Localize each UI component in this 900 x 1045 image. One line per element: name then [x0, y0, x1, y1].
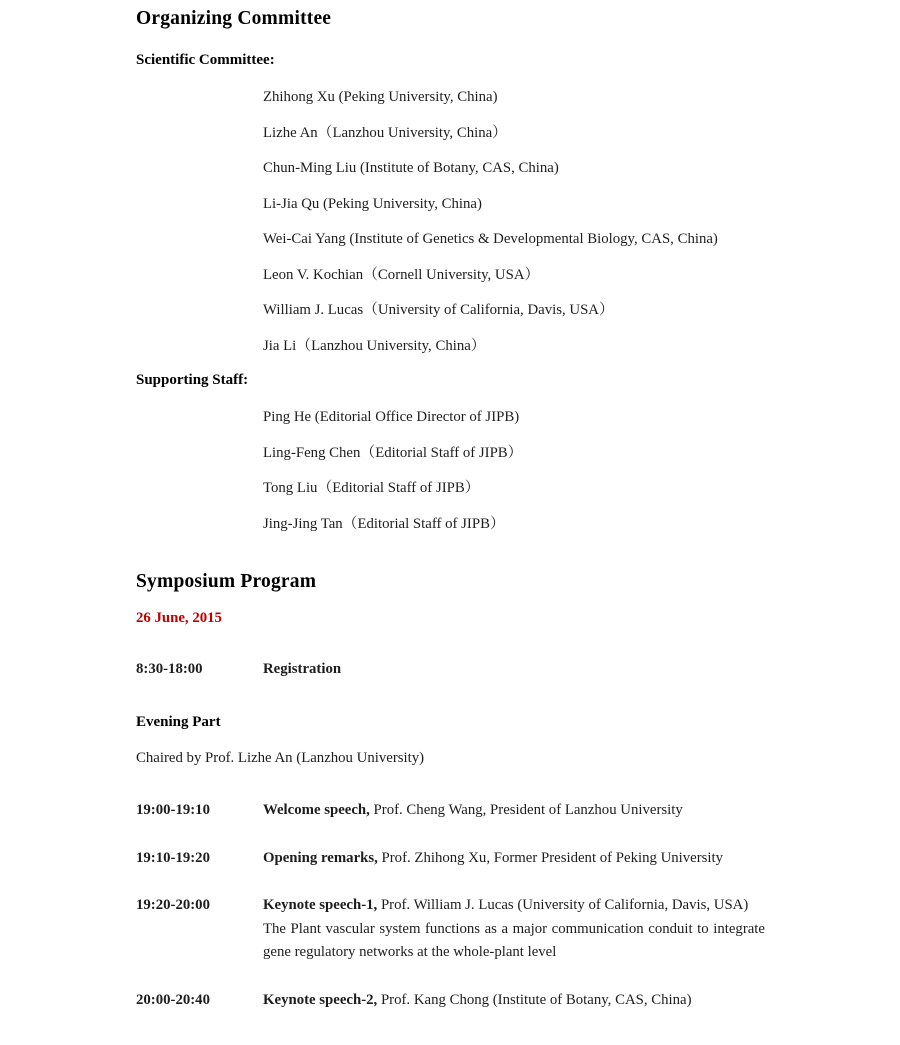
- committee-member: William J. Lucas（University of California, Davis, USA）: [263, 302, 614, 318]
- event-title: Opening remarks,: [263, 849, 378, 866]
- committee-member: Lizhe An（Lanzhou University, China）: [263, 124, 507, 141]
- event-time: 19:00-19:10: [136, 802, 210, 818]
- event-time: 19:20-20:00: [136, 897, 210, 913]
- event-speaker: Prof. Zhihong Xu, Former President of Peking University: [377, 849, 724, 866]
- committee-member: Chun-Ming Liu (Institute of Botany, CAS, China): [263, 160, 559, 176]
- event-title: Keynote speech-2,: [263, 991, 378, 1008]
- staff-member: Tong Liu（Editorial Staff of JIPB）: [263, 480, 480, 496]
- session-heading: Evening Part: [136, 714, 221, 730]
- event-time: 20:00-20:40: [136, 991, 210, 1008]
- event-title: Welcome speech,: [263, 802, 370, 818]
- registration-row: [136, 658, 765, 682]
- organizing-committee-title: Organizing Committee: [136, 8, 332, 29]
- event-description: [263, 894, 765, 965]
- committee-member: Wei-Cai Yang (Institute of Genetics & Developmental Biology, CAS, China): [263, 231, 718, 247]
- event-speaker: Prof. Cheng Wang, President of Lanzhou University: [369, 802, 683, 818]
- program-event: [136, 799, 765, 823]
- staff-member: Ling-Feng Chen（Editorial Staff of JIPB）: [263, 444, 523, 461]
- program-event: [136, 894, 765, 965]
- committee-member: Leon V. Kochian（Cornell University, USA）: [263, 266, 540, 283]
- symposium-program-title: Symposium Program: [136, 571, 317, 592]
- staff-member: Ping He (Editorial Office Director of JIPB): [263, 409, 520, 425]
- event-label: Registration: [263, 660, 342, 677]
- committee-member: Zhihong Xu (Peking University, China): [263, 89, 498, 105]
- event-time: 19:10-19:20: [136, 849, 210, 866]
- event-description: [263, 799, 765, 823]
- event-speaker: Prof. Kang Chong (Institute of Botany, CAS, China): [377, 991, 692, 1008]
- scientific-committee-heading: Scientific Committee:: [136, 52, 275, 68]
- program-date: 26 June, 2015: [136, 610, 222, 626]
- event-time: 8:30-18:00: [136, 660, 203, 677]
- staff-member: Jing-Jing Tan（Editorial Staff of JIPB）: [263, 515, 505, 532]
- talk-title: The Plant vascular system functions as a major communication conduit to integrate gene regulatory networks at the whole-plant level: [263, 920, 765, 960]
- committee-member: Jia Li（Lanzhou University, China）: [263, 337, 486, 354]
- event-speaker: Prof. William J. Lucas (University of California, Davis, USA): [377, 897, 749, 913]
- session-chair: Chaired by Prof. Lizhe An (Lanzhou University): [136, 749, 425, 766]
- committee-member: Li-Jia Qu (Peking University, China): [263, 195, 482, 212]
- program-event: [136, 989, 765, 1013]
- event-description: [263, 989, 765, 1013]
- event-description: [263, 847, 765, 871]
- supporting-staff-heading: Supporting Staff:: [136, 372, 249, 388]
- event-title: Keynote speech-1,: [263, 897, 378, 913]
- program-event: [136, 847, 765, 871]
